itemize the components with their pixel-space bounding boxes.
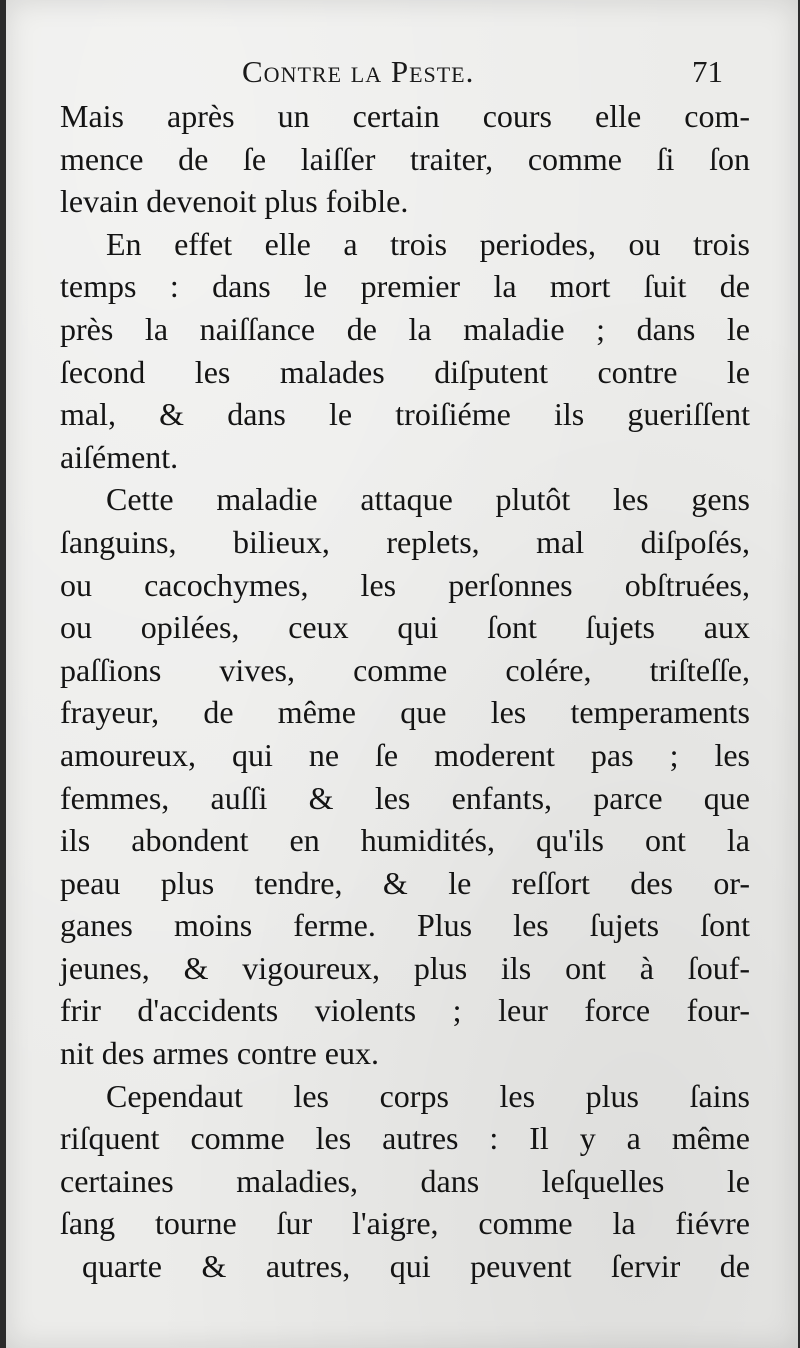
text-line: frayeur, de même que les temperaments <box>60 694 750 731</box>
text-line: amoureux, qui ne ſe moderent pas ; les <box>60 736 750 773</box>
text-line: ſang tourne ſur l'aigre, comme la fiévre <box>60 1205 750 1242</box>
text-line: peau plus tendre, & le reſſort des or- <box>60 864 750 901</box>
text-line: Cette maladie attaque plutôt les gens <box>106 481 750 518</box>
text-line: aiſément. <box>60 438 179 475</box>
text-line: ſanguins, bilieux, replets, mal diſpoſés, <box>60 523 750 560</box>
text-line: temps : dans le premier la mort ſuit de <box>60 268 750 305</box>
running-title: Contre la Peste. <box>242 54 475 89</box>
text-line: ils abondent en humidités, qu'ils ont la <box>60 822 750 859</box>
text-line: En effet elle a trois periodes, ou trois <box>106 225 750 262</box>
book-page <box>6 0 798 1348</box>
text-line: Mais après un certain cours elle com- <box>60 98 750 134</box>
running-head <box>6 54 798 94</box>
text-line: près la naiſſance de la maladie ; dans le <box>60 310 750 347</box>
text-line: mal, & dans le troiſiéme ils gueriſſent <box>60 396 750 433</box>
body-text <box>60 95 750 1288</box>
text-line: riſquent comme les autres : Il y a même <box>60 1120 750 1157</box>
text-line: jeunes, & vigoureux, plus ils ont à ſouf- <box>60 949 750 986</box>
page-number: 71 <box>692 54 723 89</box>
text-line: frir d'accidents violents ; leur force four- <box>60 992 750 1029</box>
text-line: nit des armes contre eux. <box>60 1035 379 1072</box>
text-line: certaines maladies, dans leſquelles le <box>60 1162 750 1199</box>
text-line: paſſions vives, comme colére, triſteſſe, <box>60 651 750 688</box>
text-line: femmes, auſſi & les enfants, parce que <box>60 779 750 816</box>
text-line: ou opilées, ceux qui ſont ſujets aux <box>60 609 750 646</box>
text-line: ſecond les malades diſputent contre le <box>60 353 750 390</box>
text-line: ou cacochymes, les perſonnes obſtruées, <box>60 566 750 603</box>
text-line: mence de ſe laiſſer traiter, comme ſi ſon <box>60 140 750 177</box>
text-line: quarte & autres, qui peuvent ſervir de <box>82 1248 750 1285</box>
text-line: Cependaut les corps les plus ſains <box>106 1077 750 1114</box>
text-line: levain devenoit plus foible. <box>60 183 409 220</box>
text-line: ganes moins ferme. Plus les ſujets ſont <box>60 907 750 944</box>
